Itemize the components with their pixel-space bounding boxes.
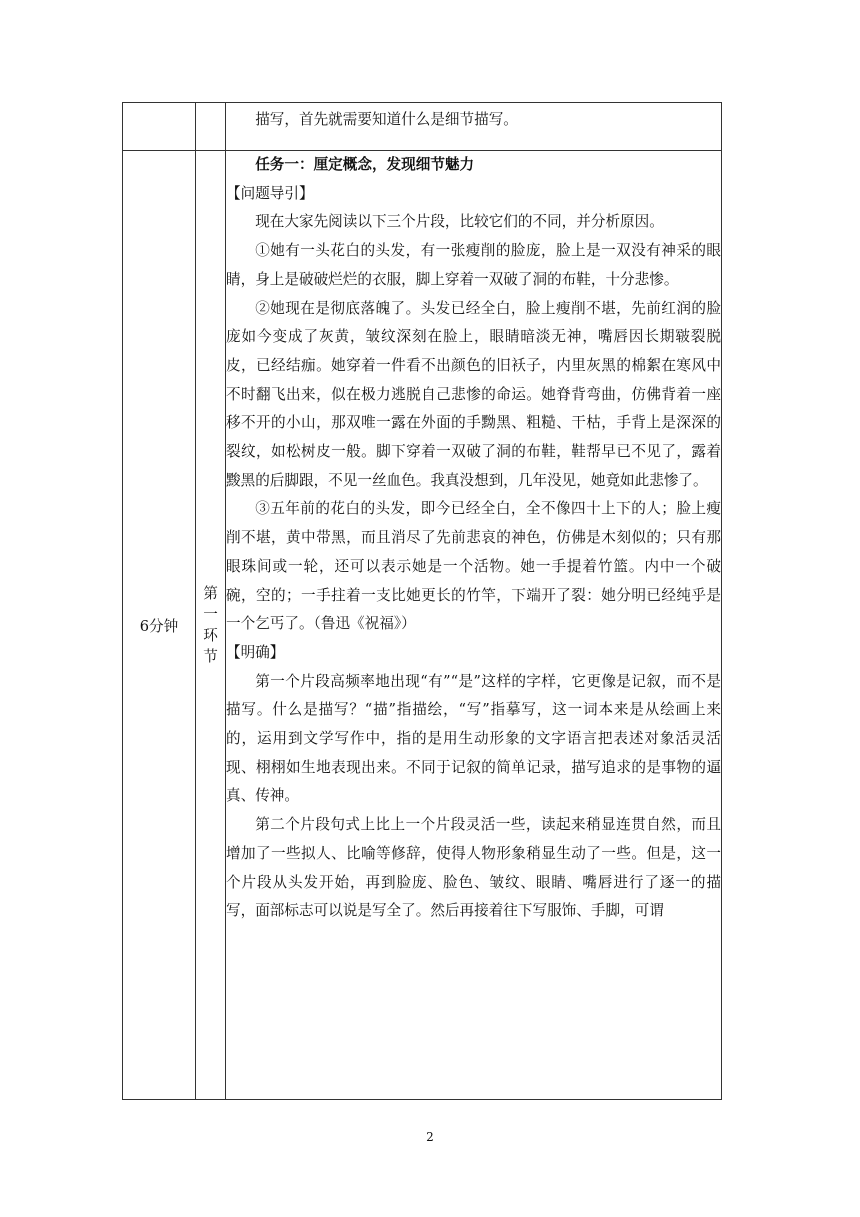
time-cell xyxy=(123,151,196,1100)
clarify-label: 【明确】 xyxy=(226,643,285,661)
clarify-paragraph-one: 第一个片段高频率地出现“有”“是”这样的字样，它更像是记叙，而不是描写。什么是描写？“描”指描绘，“写”指摹写，这一词本来是从绘画上来的，运用到文学写作中，指的是用生动形象的文字语言把表述对象活灵活现、栩栩如生地表现出来。不同于记叙的简单记录，描写追求的是事物的逼真、传神。 xyxy=(226,672,721,805)
intro-paragraph: 现在大家先阅读以下三个片段，比较它们的不同，并分析原因。 xyxy=(255,213,664,231)
phase-cell xyxy=(196,151,226,1100)
page-number: 2 xyxy=(426,1130,434,1144)
continued-text: 描写，首先就需要知道什么是细节描写。 xyxy=(255,111,518,128)
task-heading: 任务一：厘定概念，发现细节魅力 xyxy=(255,156,475,173)
time-cell-empty xyxy=(123,103,196,151)
time-label: 6分钟 xyxy=(139,617,179,635)
passage-two: ②她现在是彻底落魄了。头发已经全白，脸上瘦削不堪，先前红润的脸庞如今变成了灰黄，皱纹深刻在脸上，眼睛暗淡无神，嘴唇因长期皲裂脱皮，已经结痂。她穿着一件看不出颜色的旧袄子，内里灰黑的棉絮在寒风中不时翻飞出来，似在极力逃脱自己悲惨的命运。她脊背弯曲，仿佛背着一座移不开的小山，那双唯一露在外面的手黝黑、粗糙、干枯，手背上是深深的裂纹，如松树皮一般。脚下穿着一双破了洞的布鞋，鞋帮早已不见了，露着黢黑的后脚跟，不见一丝血色。我真没想到，几年没见，她竟如此悲惨了。 xyxy=(226,299,721,489)
passage-three: ③五年前的花白的头发，即今已经全白，全不像四十上下的人；脸上瘦削不堪，黄中带黑，而且消尽了先前悲哀的神色，仿佛是木刻似的；只有那眼珠间或一轮，还可以表示她是一个活物。她一手提着竹篮。内中一个破碗，空的；一手拄着一支比她更长的竹竿，下端开了裂：她分明已经纯乎是一个乞丐了。（鲁迅《祝福》） xyxy=(226,500,721,633)
content-cell xyxy=(226,151,722,1100)
lesson-plan-table xyxy=(122,102,722,1100)
table-row xyxy=(123,103,722,151)
content-cell xyxy=(226,103,722,151)
passage-one: ①她有一头花白的头发，有一张瘦削的脸庞，脸上是一双没有神采的眼睛，身上是破破烂烂的衣服，脚上穿着一双破了洞的布鞋，十分悲惨。 xyxy=(226,242,721,288)
phase-label: 第一环节 xyxy=(203,585,218,665)
clarify-paragraph-two: 第二个片段句式上比上一个片段灵活一些，读起来稍显连贯自然，而且增加了一些拟人、比喻等修辞，使得人物形象稍显生动了一些。但是，这一个片段从头发开始，再到脸庞、脸色、皱纹、眼睛、嘴唇进行了逐一的描写，面部标志可以说是写全了。然后再接着往下写服饰、手脚，可谓 xyxy=(226,816,721,920)
table-row xyxy=(123,151,722,1100)
guide-label: 【问题导引】 xyxy=(226,184,314,202)
phase-cell-empty xyxy=(196,103,226,151)
